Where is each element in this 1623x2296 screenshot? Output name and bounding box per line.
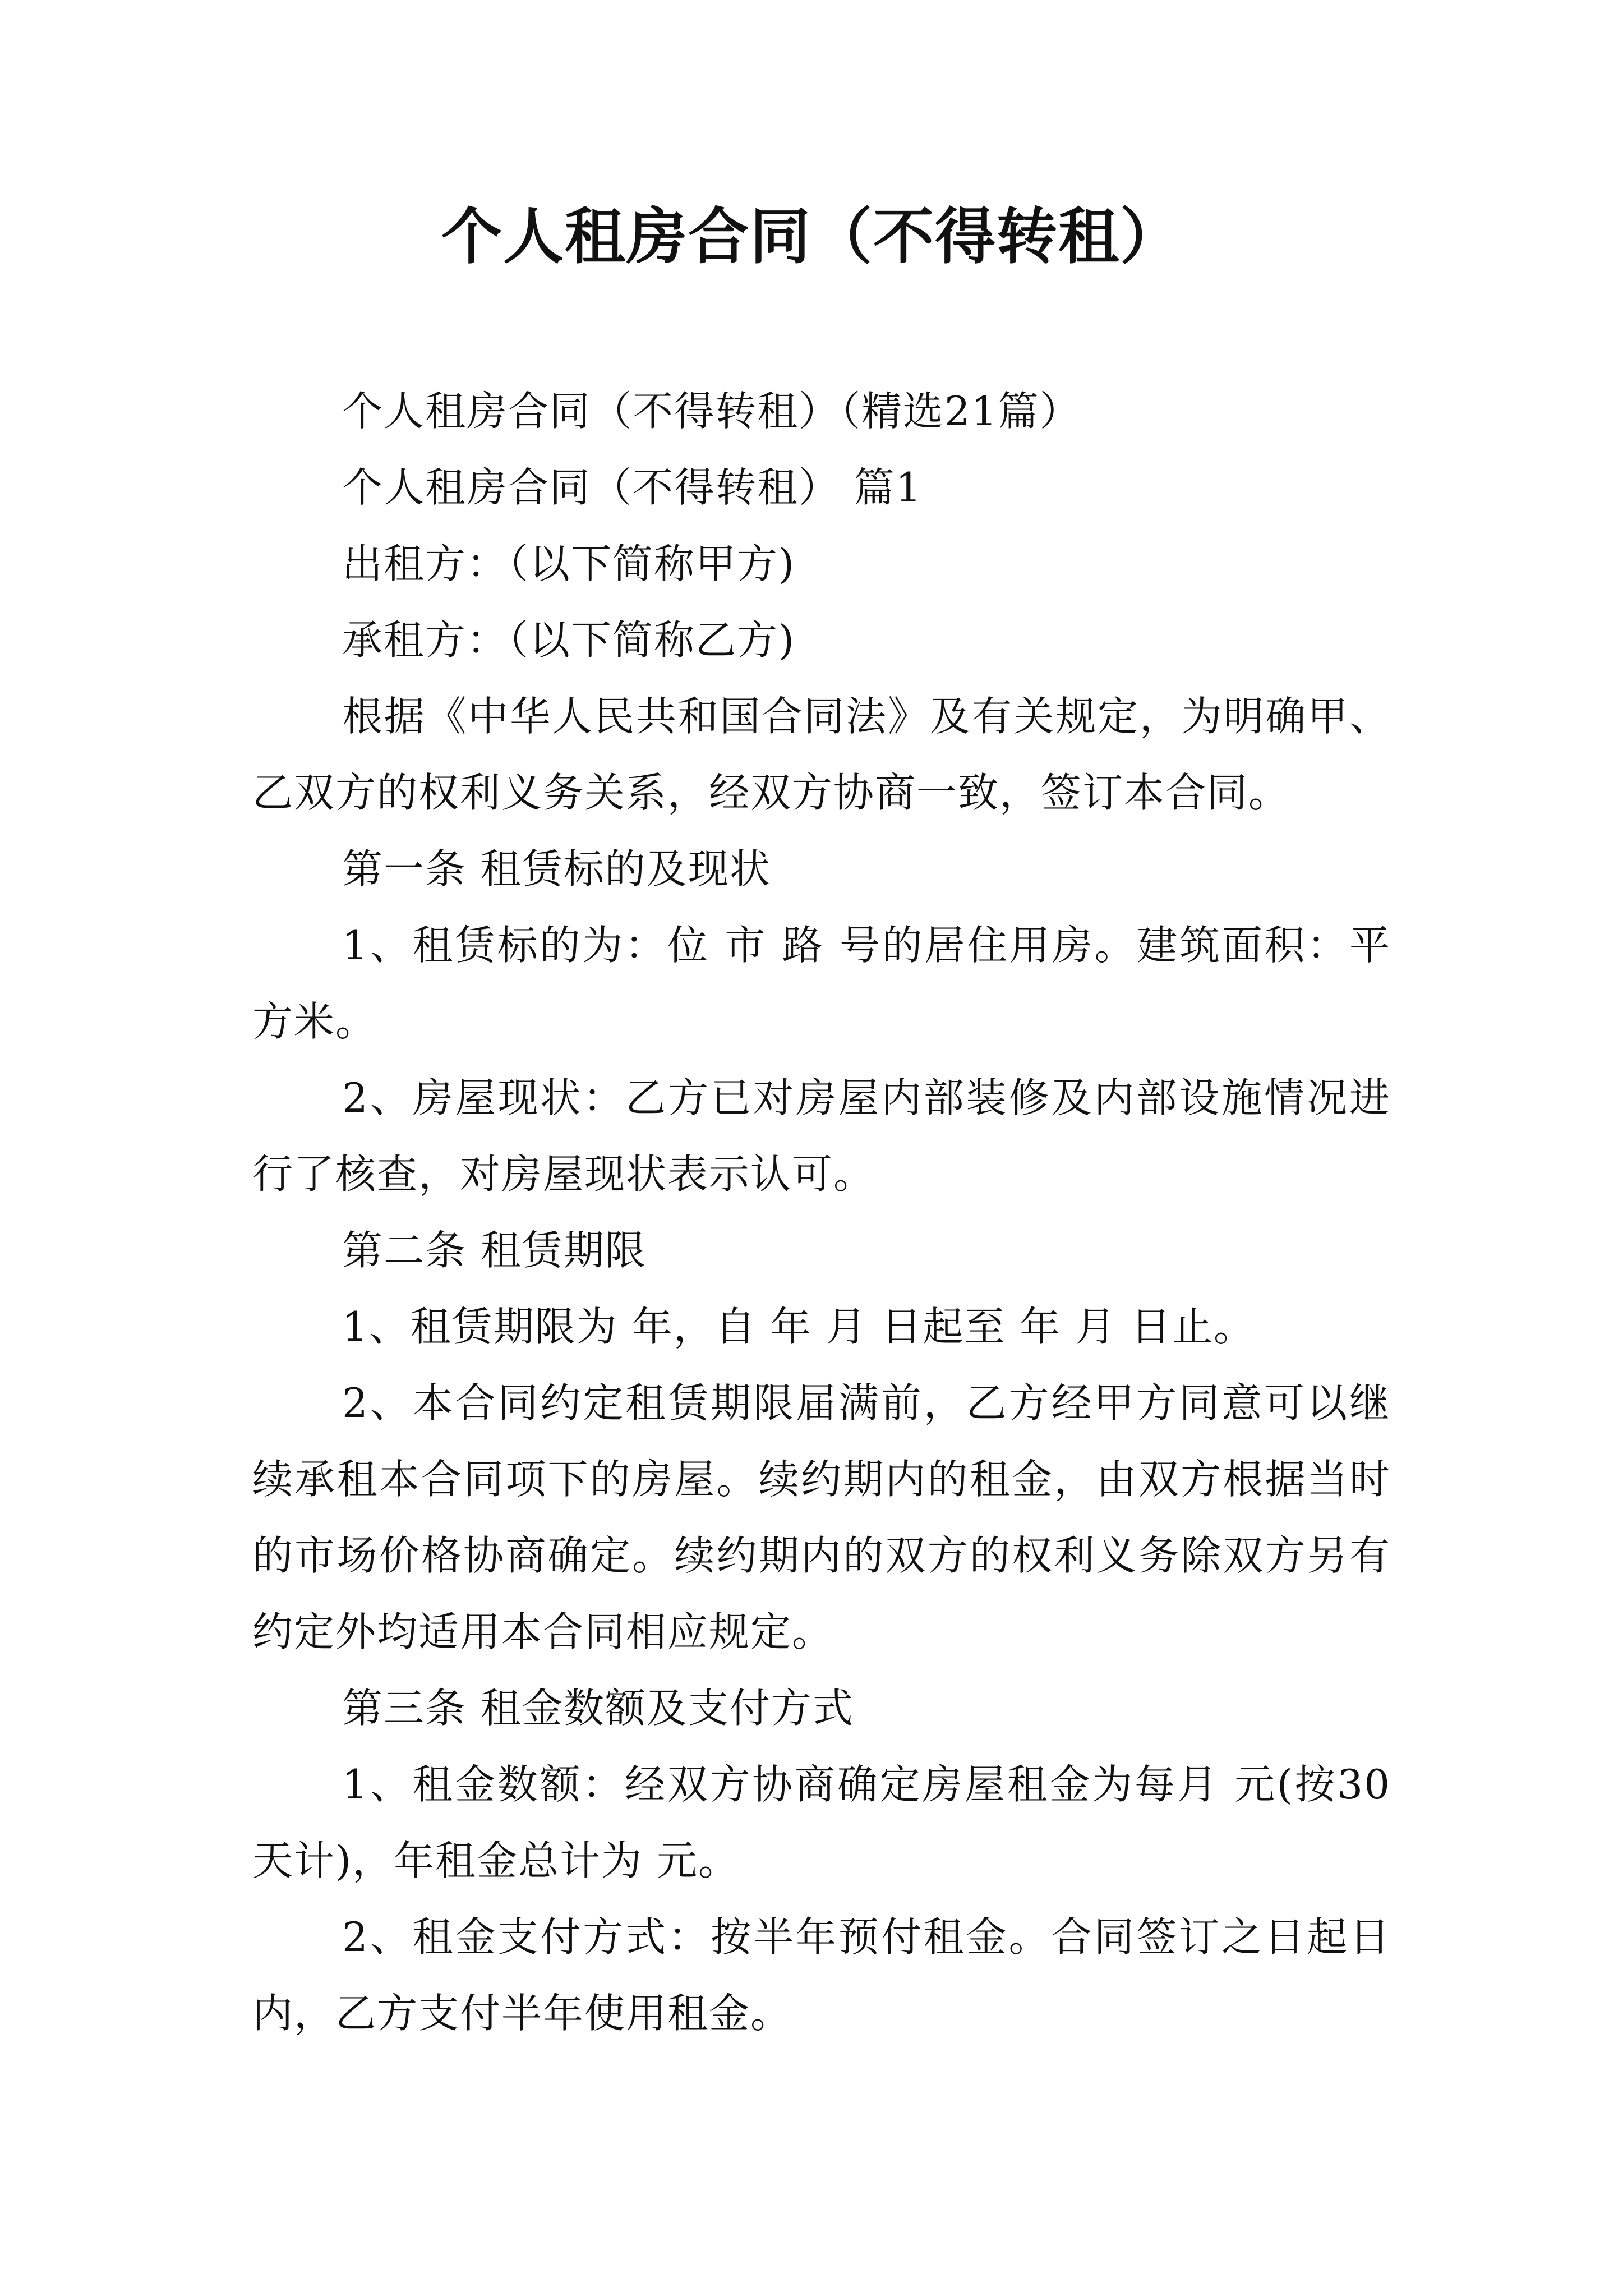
document-title: 个人租房合同（不得转租） xyxy=(441,201,1182,272)
paragraph-lessor: 出租方：（以下简称甲方) xyxy=(342,540,796,587)
paragraph-article-1-item-1: 1、租赁标的为：位 市 路 号的居住用房。建筑面积：平方米。 xyxy=(252,922,1391,1045)
paragraph-preamble: 根据《中华人民共和国合同法》及有关规定，为明确甲、乙双方的权利义务关系，经双方协商一致，签订本合同。 xyxy=(252,693,1391,816)
paragraph-article-1-item-2: 2、房屋现状：乙方已对房屋内部装修及内部设施情况进行了核查，对房屋现状表示认可。 xyxy=(252,1074,1391,1198)
paragraph-article-3-item-2: 2、租金支付方式：按半年预付租金。合同签订之日起日内，乙方支付半年使用租金。 xyxy=(252,1913,1391,2037)
paragraph-article-2-item-1: 1、租赁期限为 年，自 年 月 日起至 年 月 日止。 xyxy=(342,1303,1256,1350)
paragraph-article-3-heading: 第三条 租金数额及支付方式 xyxy=(342,1685,854,1732)
paragraph-article-3-item-1: 1、租金数额：经双方协商确定房屋租金为每月 元(按30天计)，年租金总计为 元。 xyxy=(252,1761,1391,1884)
paragraph-article-1-heading: 第一条 租赁标的及现状 xyxy=(342,845,771,892)
paragraph-article-2-item-2: 2、本合同约定租赁期限届满前，乙方经甲方同意可以继续承租本合同项下的房屋。续约期内的租金，由双方根据当时的市场价格协商确定。续约期内的双方的权利义务除双方另有约定外均适用本合同相应规定。 xyxy=(252,1379,1391,1655)
paragraph-article-2-heading: 第二条 租赁期限 xyxy=(342,1227,647,1274)
paragraph-section-heading: 个人租房合同（不得转租） 篇1 xyxy=(342,464,923,511)
paragraph-collection-title: 个人租房合同（不得转租）（精选21篇） xyxy=(342,388,1081,435)
document-body xyxy=(252,373,1391,2051)
paragraph-lessee: 承租方：（以下简称乙方) xyxy=(342,616,796,664)
